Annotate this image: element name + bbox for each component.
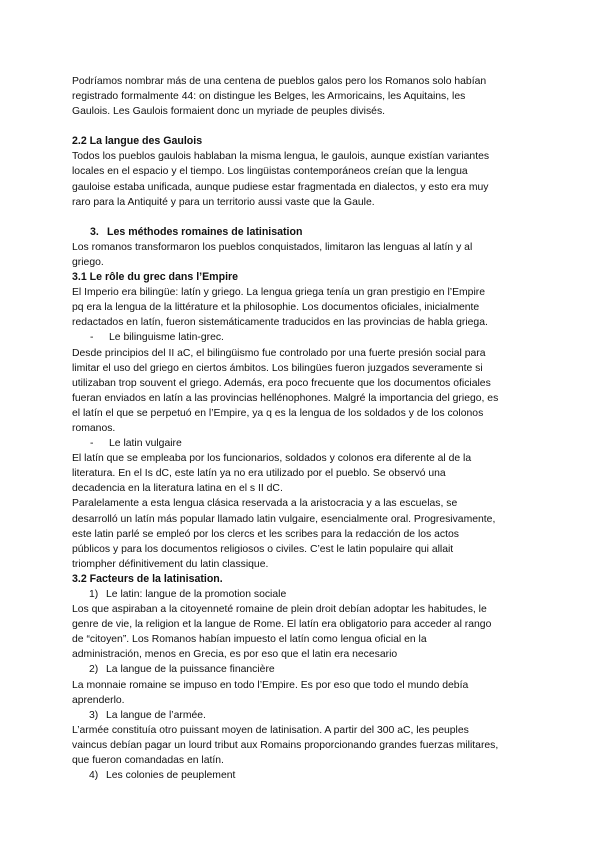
text-line: Paralelamente a esta lengua clásica reservada a la aristocracia y a las escuelas, se [72, 498, 458, 510]
numbered-item [72, 768, 528, 783]
text-line: de “citoyen”. Los Romanos habían impuesto el latín como lengua oficial en la [72, 634, 427, 646]
text-line: administración, menos en Grecia, es por eso que el latin era necesario [72, 649, 398, 661]
text-line: L’armée constituía otro puissant moyen de latinisation. A partir del 300 aC, les peuples [72, 724, 469, 736]
bullet-item [72, 330, 528, 345]
text-line: registrado formalmente 44: on distingue les Belges, les Armoricains, les Aquitains, les [72, 91, 466, 103]
text-line: romanos. [72, 422, 116, 434]
text-line: utilizaban trop souvent el griego. Además, era poco frecuente que los documentos oficiales [72, 377, 491, 389]
text-line: El Imperio era bilingüe: latín y griego. La lengua griega tenía un gran prestigio en l’Empire [72, 287, 485, 299]
text-line: aprenderlo. [72, 694, 125, 706]
bullet-item [72, 436, 528, 451]
text-line: Los que aspiraban a la citoyenneté romaine de plein droit debían adoptar les habitudes, le [72, 604, 487, 616]
numbered-item [72, 662, 528, 677]
text-line: griego. [72, 256, 104, 268]
item-title: La langue de l’armée. [106, 709, 206, 721]
item-number: 4) [89, 770, 99, 782]
numbered-item [72, 587, 528, 602]
text-line: que fueron comandadas en latín. [72, 755, 224, 767]
text-line: Los romanos transformaron los pueblos conquistados, limitaron las lenguas al latín y al [72, 241, 473, 253]
section-heading-2-2: 2.2 La langue des Gaulois [72, 135, 203, 148]
text-line: redactados en latín, fueron sistemáticamente traducidos en las provincias de habla griega. [72, 317, 488, 329]
section-3-1-paragraph [72, 285, 528, 330]
text-line: Gaulois. Les Gaulois formaient donc un myriade de peuples divisés. [72, 106, 386, 118]
bullet-1-paragraph [72, 346, 528, 437]
item-title: Le latin: langue de la promotion sociale [106, 589, 287, 600]
document-page [72, 74, 528, 783]
text-line: Desde principios del II aC, el bilingüismo fue controlado por una fuerte presión social para [72, 347, 486, 359]
text-line: literatura. En el Is dC, este latín ya no era utilizado por el pueblo. Se observó una [72, 468, 446, 480]
text-line: el latín el que se perpetuó en l’Empire, ya q es la lengua de los soldados y de los colonos [72, 407, 484, 419]
dash-bullet: - [90, 332, 94, 344]
text-line: raro para la Antiquité y para un territorio aussi vaste que la Gaule. [72, 196, 375, 208]
text-line: Todos los pueblos gaulois hablaban la misma lengua, le gaulois, aunque existían variantes [72, 151, 490, 163]
bullet-label: Le bilinguisme latin-grec. [109, 332, 224, 344]
section-heading-3-1: 3.1 Le rôle du grec dans l’Empire [72, 271, 239, 284]
section-title: Les méthodes romaines de latinisation [107, 225, 303, 238]
bullet-label: Le latin vulgaire [109, 438, 182, 450]
text-line: El latín que se empleaba por los funcionarios, soldados y colonos era diferente al de la [72, 453, 472, 465]
item-title: La langue de la puissance financière [106, 664, 275, 676]
item-number: 1) [89, 589, 99, 600]
text-line: fueran enviados en latín a las provincias hellénophones. Malgré la importancia del griego, es [72, 392, 499, 404]
section-2-2-paragraph [72, 149, 528, 209]
text-line: pq era la lengua de la littérature et la philosophie. Los documentos oficiales, inicialmente [72, 302, 480, 314]
text-line: triompher définitivement du latin classique. [72, 558, 269, 570]
text-line: públicos y para los documentos religiosos o civiles. C’est le latin populaire qui allait [72, 543, 454, 555]
text-line: limitar el uso del griego en ciertos ámbitos. Los bilingües fueron juzgados severamente si [72, 362, 483, 374]
text-line: este latin parlé se empleó por los clercs et les scribes para la redacción de los actos [72, 528, 459, 540]
item-title: Les colonies de peuplement [106, 770, 236, 782]
text-line: gauloise estaba unificada, aunque pudiese estar fragmentada en dialectos, y esto era muy [72, 181, 489, 193]
text-line: locales en el espacio y el tiempo. Los lingüistas contemporáneos creían que la lengua [72, 166, 468, 178]
text-line: genre de vie, la religion et la langue de Rome. El latín era obligatorio para acceder al rango [72, 619, 492, 631]
dash-bullet: - [90, 438, 94, 450]
item-2-paragraph [72, 678, 528, 708]
section-number: 3. [90, 225, 99, 238]
item-1-paragraph [72, 602, 528, 662]
section-heading-3 [72, 225, 528, 240]
text-line: decadencia en la literatura latina en el s II dC. [72, 483, 283, 495]
item-number: 2) [89, 664, 99, 676]
text-line: vaincus debían pagar un lourd tribut aux Romains proporcionando grandes fuerzas militares, [72, 739, 499, 751]
numbered-item [72, 708, 528, 723]
item-number: 3) [89, 709, 99, 721]
text-line: desarrolló un latín más popular llamado latin vulgaire, esencialmente oral. Progresivamente, [72, 513, 496, 525]
item-3-paragraph [72, 723, 528, 768]
intro-paragraph [72, 74, 528, 119]
section-heading-3-2: 3.2 Facteurs de la latinisation. [72, 572, 223, 585]
text-line: Podríamos nombrar más de una centena de pueblos galos pero los Romanos solo habían [72, 76, 487, 87]
text-line: La monnaie romaine se impuso en todo l’Empire. Es por eso que todo el mundo debía [72, 679, 469, 691]
section-3-paragraph [72, 240, 528, 270]
bullet-2-paragraph [72, 451, 528, 572]
